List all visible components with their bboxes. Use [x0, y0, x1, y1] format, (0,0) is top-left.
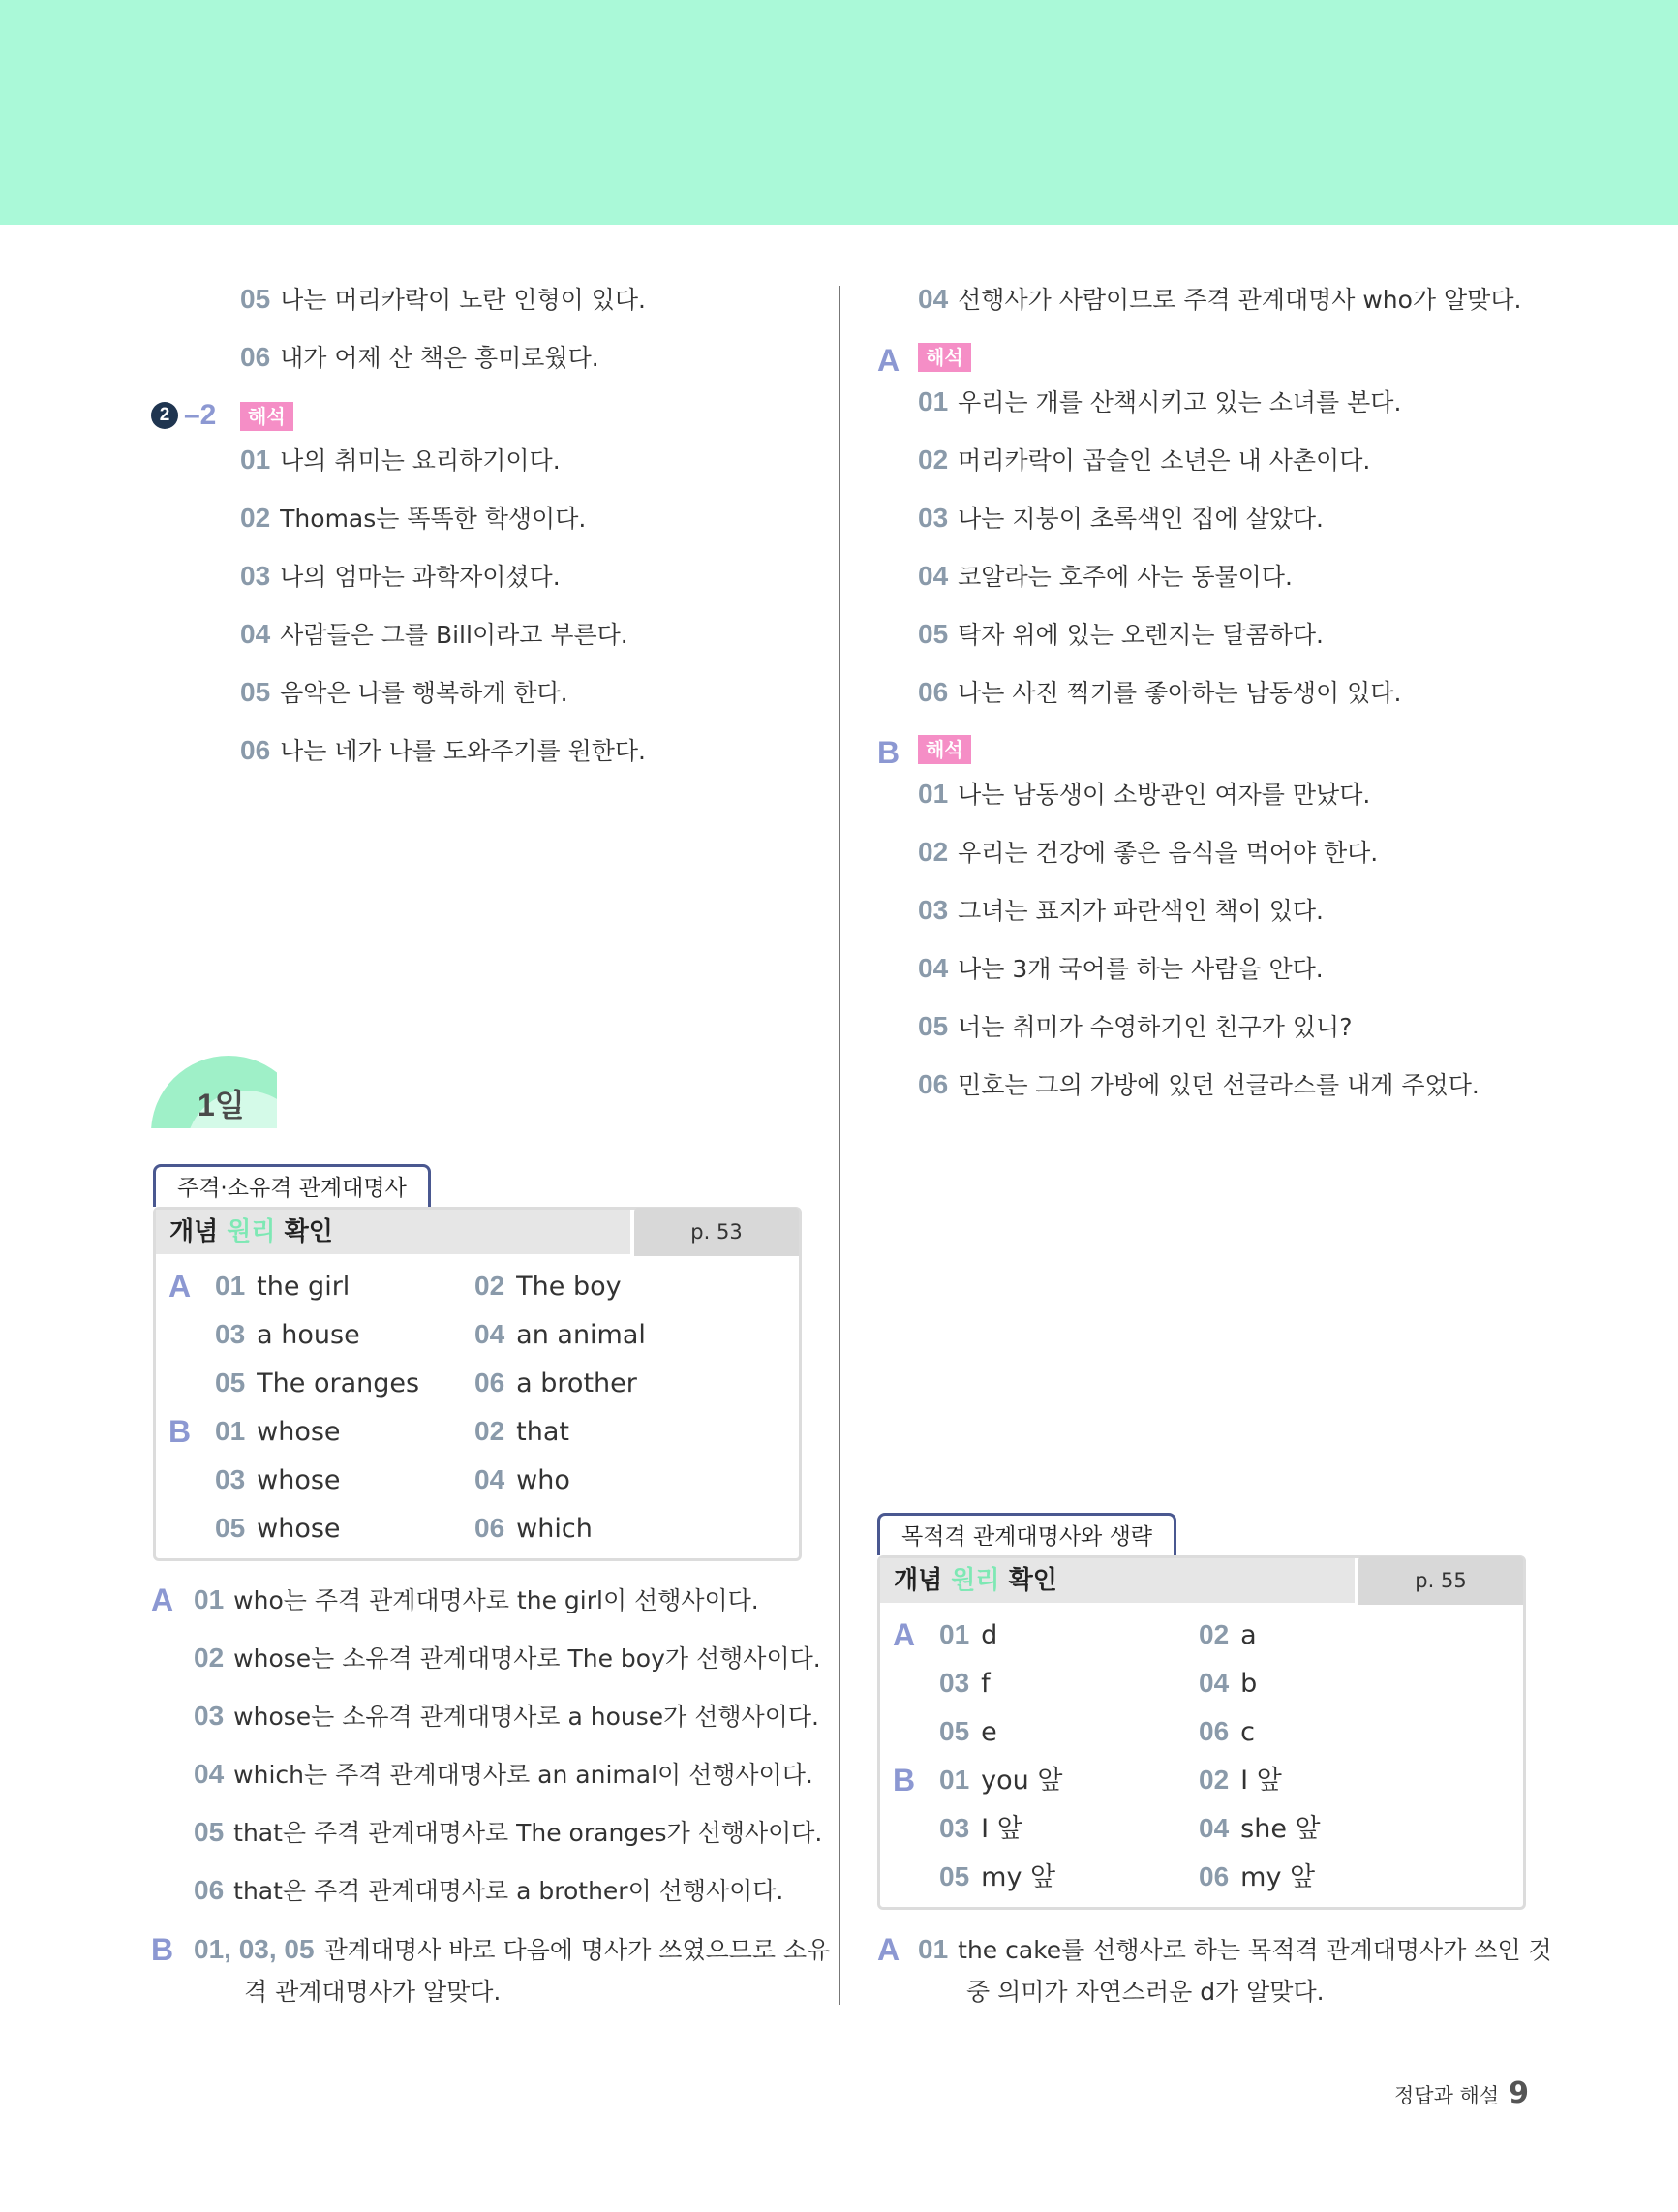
- concept-check-heading: 개념 원리 확인: [156, 1210, 630, 1254]
- list-item: 01 나는 남동생이 소방관인 여자를 만났다.: [918, 779, 1371, 809]
- list-item: [240, 502, 586, 536]
- explanation-item: 04 which는 주격 관계대명사로 an animal이 선행사이다.: [194, 1759, 813, 1789]
- concept-check-heading: 개념 원리 확인: [880, 1558, 1355, 1603]
- answer-cell: 04 an animal: [474, 1319, 646, 1350]
- item-number: 03: [240, 561, 271, 591]
- header-band: [0, 0, 1678, 225]
- list-item: [240, 618, 628, 652]
- answer-cell: 02 that: [474, 1416, 569, 1447]
- answer-cell: 01 the girl: [215, 1271, 351, 1302]
- item-number: 05: [240, 284, 271, 314]
- list-item: 05 너는 취미가 수영하기인 친구가 있니?: [918, 1011, 1353, 1041]
- topic-tab: 목적격 관계대명사와 생략: [877, 1513, 1176, 1555]
- item-number: 06: [240, 342, 271, 372]
- answer-cell: 06 a brother: [474, 1367, 637, 1398]
- section-letter-a: A: [893, 1617, 916, 1652]
- list-item: [240, 444, 561, 477]
- list-item: 02 머리카락이 곱슬인 소년은 내 사촌이다.: [918, 445, 1371, 475]
- section-letter-b: B: [893, 1763, 916, 1797]
- translation-badge: 해석: [240, 402, 293, 431]
- page-reference: p. 55: [1358, 1556, 1523, 1605]
- answer-cell: 01 you 앞: [939, 1765, 1063, 1796]
- list-item: 01 우리는 개를 산책시키고 있는 소녀를 본다.: [918, 386, 1402, 416]
- explanation-item: 03 whose는 소유격 관계대명사로 a house가 선행사이다.: [194, 1701, 819, 1731]
- item-text: Thomas는 똑똑한 학생이다.: [280, 505, 587, 533]
- page-reference: p. 53: [634, 1208, 799, 1256]
- answer-cell: 04 b: [1199, 1668, 1258, 1699]
- footer-label: 정답과 해설: [1394, 2084, 1500, 2107]
- answer-cell: 03 a house: [215, 1319, 360, 1350]
- page-footer: [1394, 2073, 1529, 2117]
- answer-cell: 04 she 앞: [1199, 1813, 1321, 1844]
- explanation-item: 01 the cake를 선행사로 하는 목적격 관계대명사가 쓰인 것: [918, 1934, 1552, 1964]
- item-text: 나의 엄마는 과학자이셨다.: [280, 563, 561, 591]
- answer-cell: 06 c: [1199, 1716, 1256, 1747]
- item-number: 04: [240, 619, 271, 649]
- answer-cell: 04 who: [474, 1464, 570, 1495]
- list-item: [240, 341, 599, 375]
- list-item: 05 탁자 위에 있는 오렌지는 달콤하다.: [918, 619, 1324, 649]
- list-item: [240, 676, 568, 710]
- answer-cell: 01 d: [939, 1619, 998, 1650]
- answer-cell: 05 e: [939, 1716, 997, 1747]
- list-item: 04 선행사가 사람이므로 주격 관계대명사 who가 알맞다.: [918, 284, 1522, 314]
- item-number: 02: [240, 503, 271, 533]
- section-letter-b: B: [877, 735, 900, 770]
- item-text: 내가 어제 산 책은 흥미로웠다.: [280, 344, 599, 372]
- item-text: 나의 취미는 요리하기이다.: [280, 446, 561, 475]
- answer-cell: 02 The boy: [474, 1271, 622, 1302]
- answer-cell: 01 whose: [215, 1416, 341, 1447]
- item-number: 06: [240, 735, 271, 765]
- section-letter-a: A: [877, 1932, 900, 1967]
- list-item: [240, 734, 646, 768]
- item-text: 사람들은 그를 Bill이라고 부른다.: [280, 621, 628, 649]
- explanation-item: 01, 03, 05 관계대명사 바로 다음에 명사가 쓰였으므로 소유: [194, 1934, 831, 1964]
- list-item: 06 나는 사진 찍기를 좋아하는 남동생이 있다.: [918, 677, 1402, 707]
- item-number: 01: [240, 445, 271, 475]
- answer-cell: 05 whose: [215, 1513, 341, 1544]
- translation-badge: 해석: [918, 343, 971, 372]
- item-text: 음악은 나를 행복하게 한다.: [280, 679, 568, 707]
- explanation-item: 02 whose는 소유격 관계대명사로 The boy가 선행사이다.: [194, 1643, 821, 1673]
- list-item: 02 우리는 건강에 좋은 음식을 먹어야 한다.: [918, 837, 1379, 867]
- item-text: 나는 네가 나를 도와주기를 원한다.: [280, 737, 646, 765]
- column-divider: [839, 286, 840, 2005]
- section-letter-b: B: [168, 1414, 192, 1449]
- explanation-item: 01 who는 주격 관계대명사로 the girl이 선행사이다.: [194, 1584, 759, 1614]
- section-suffix: –2: [184, 399, 217, 431]
- item-text: 나는 머리카락이 노란 인형이 있다.: [280, 286, 646, 314]
- translation-badge: 해석: [918, 735, 971, 764]
- item-number: 05: [240, 677, 271, 707]
- list-item: 03 나는 지붕이 초록색인 집에 살았다.: [918, 503, 1324, 533]
- list-item: 06 민호는 그의 가방에 있던 선글라스를 내게 주었다.: [918, 1069, 1480, 1099]
- answer-cell: 02 a: [1199, 1619, 1257, 1650]
- answer-cell: 06 my 앞: [1199, 1861, 1316, 1892]
- explanation-continuation: 중 의미가 자연스러운 d가 알맞다.: [966, 1978, 1325, 2006]
- answer-cell: 05 The oranges: [215, 1367, 420, 1398]
- answer-cell: 03 f: [939, 1668, 991, 1699]
- topic-tab: 주격·소유격 관계대명사: [153, 1164, 431, 1207]
- section-number-badge: 2: [151, 402, 178, 429]
- explanation-item: 05 that은 주격 관계대명사로 The oranges가 선행사이다.: [194, 1817, 823, 1847]
- answer-cell: 02 I 앞: [1199, 1765, 1282, 1796]
- answer-cell: 05 my 앞: [939, 1861, 1056, 1892]
- explanation-item: 06 that은 주격 관계대명사로 a brother이 선행사이다.: [194, 1875, 784, 1905]
- page-number: 9: [1509, 2076, 1529, 2110]
- list-item: [240, 283, 646, 317]
- day-label: 1일: [198, 1088, 245, 1122]
- answer-cell: 03 I 앞: [939, 1813, 1022, 1844]
- section-letter-a: A: [151, 1582, 174, 1617]
- list-item: 04 코알라는 호주에 사는 동물이다.: [918, 561, 1293, 591]
- list-item: [240, 560, 561, 594]
- answer-cell: 06 which: [474, 1513, 593, 1544]
- answer-cell: 03 whose: [215, 1464, 341, 1495]
- list-item: 03 그녀는 표지가 파란색인 책이 있다.: [918, 895, 1324, 925]
- section-letter-a: A: [877, 343, 900, 378]
- list-item: 04 나는 3개 국어를 하는 사람을 안다.: [918, 953, 1324, 983]
- section-letter-b: B: [151, 1932, 174, 1967]
- explanation-continuation: 격 관계대명사가 알맞다.: [244, 1978, 502, 2006]
- section-letter-a: A: [168, 1269, 192, 1304]
